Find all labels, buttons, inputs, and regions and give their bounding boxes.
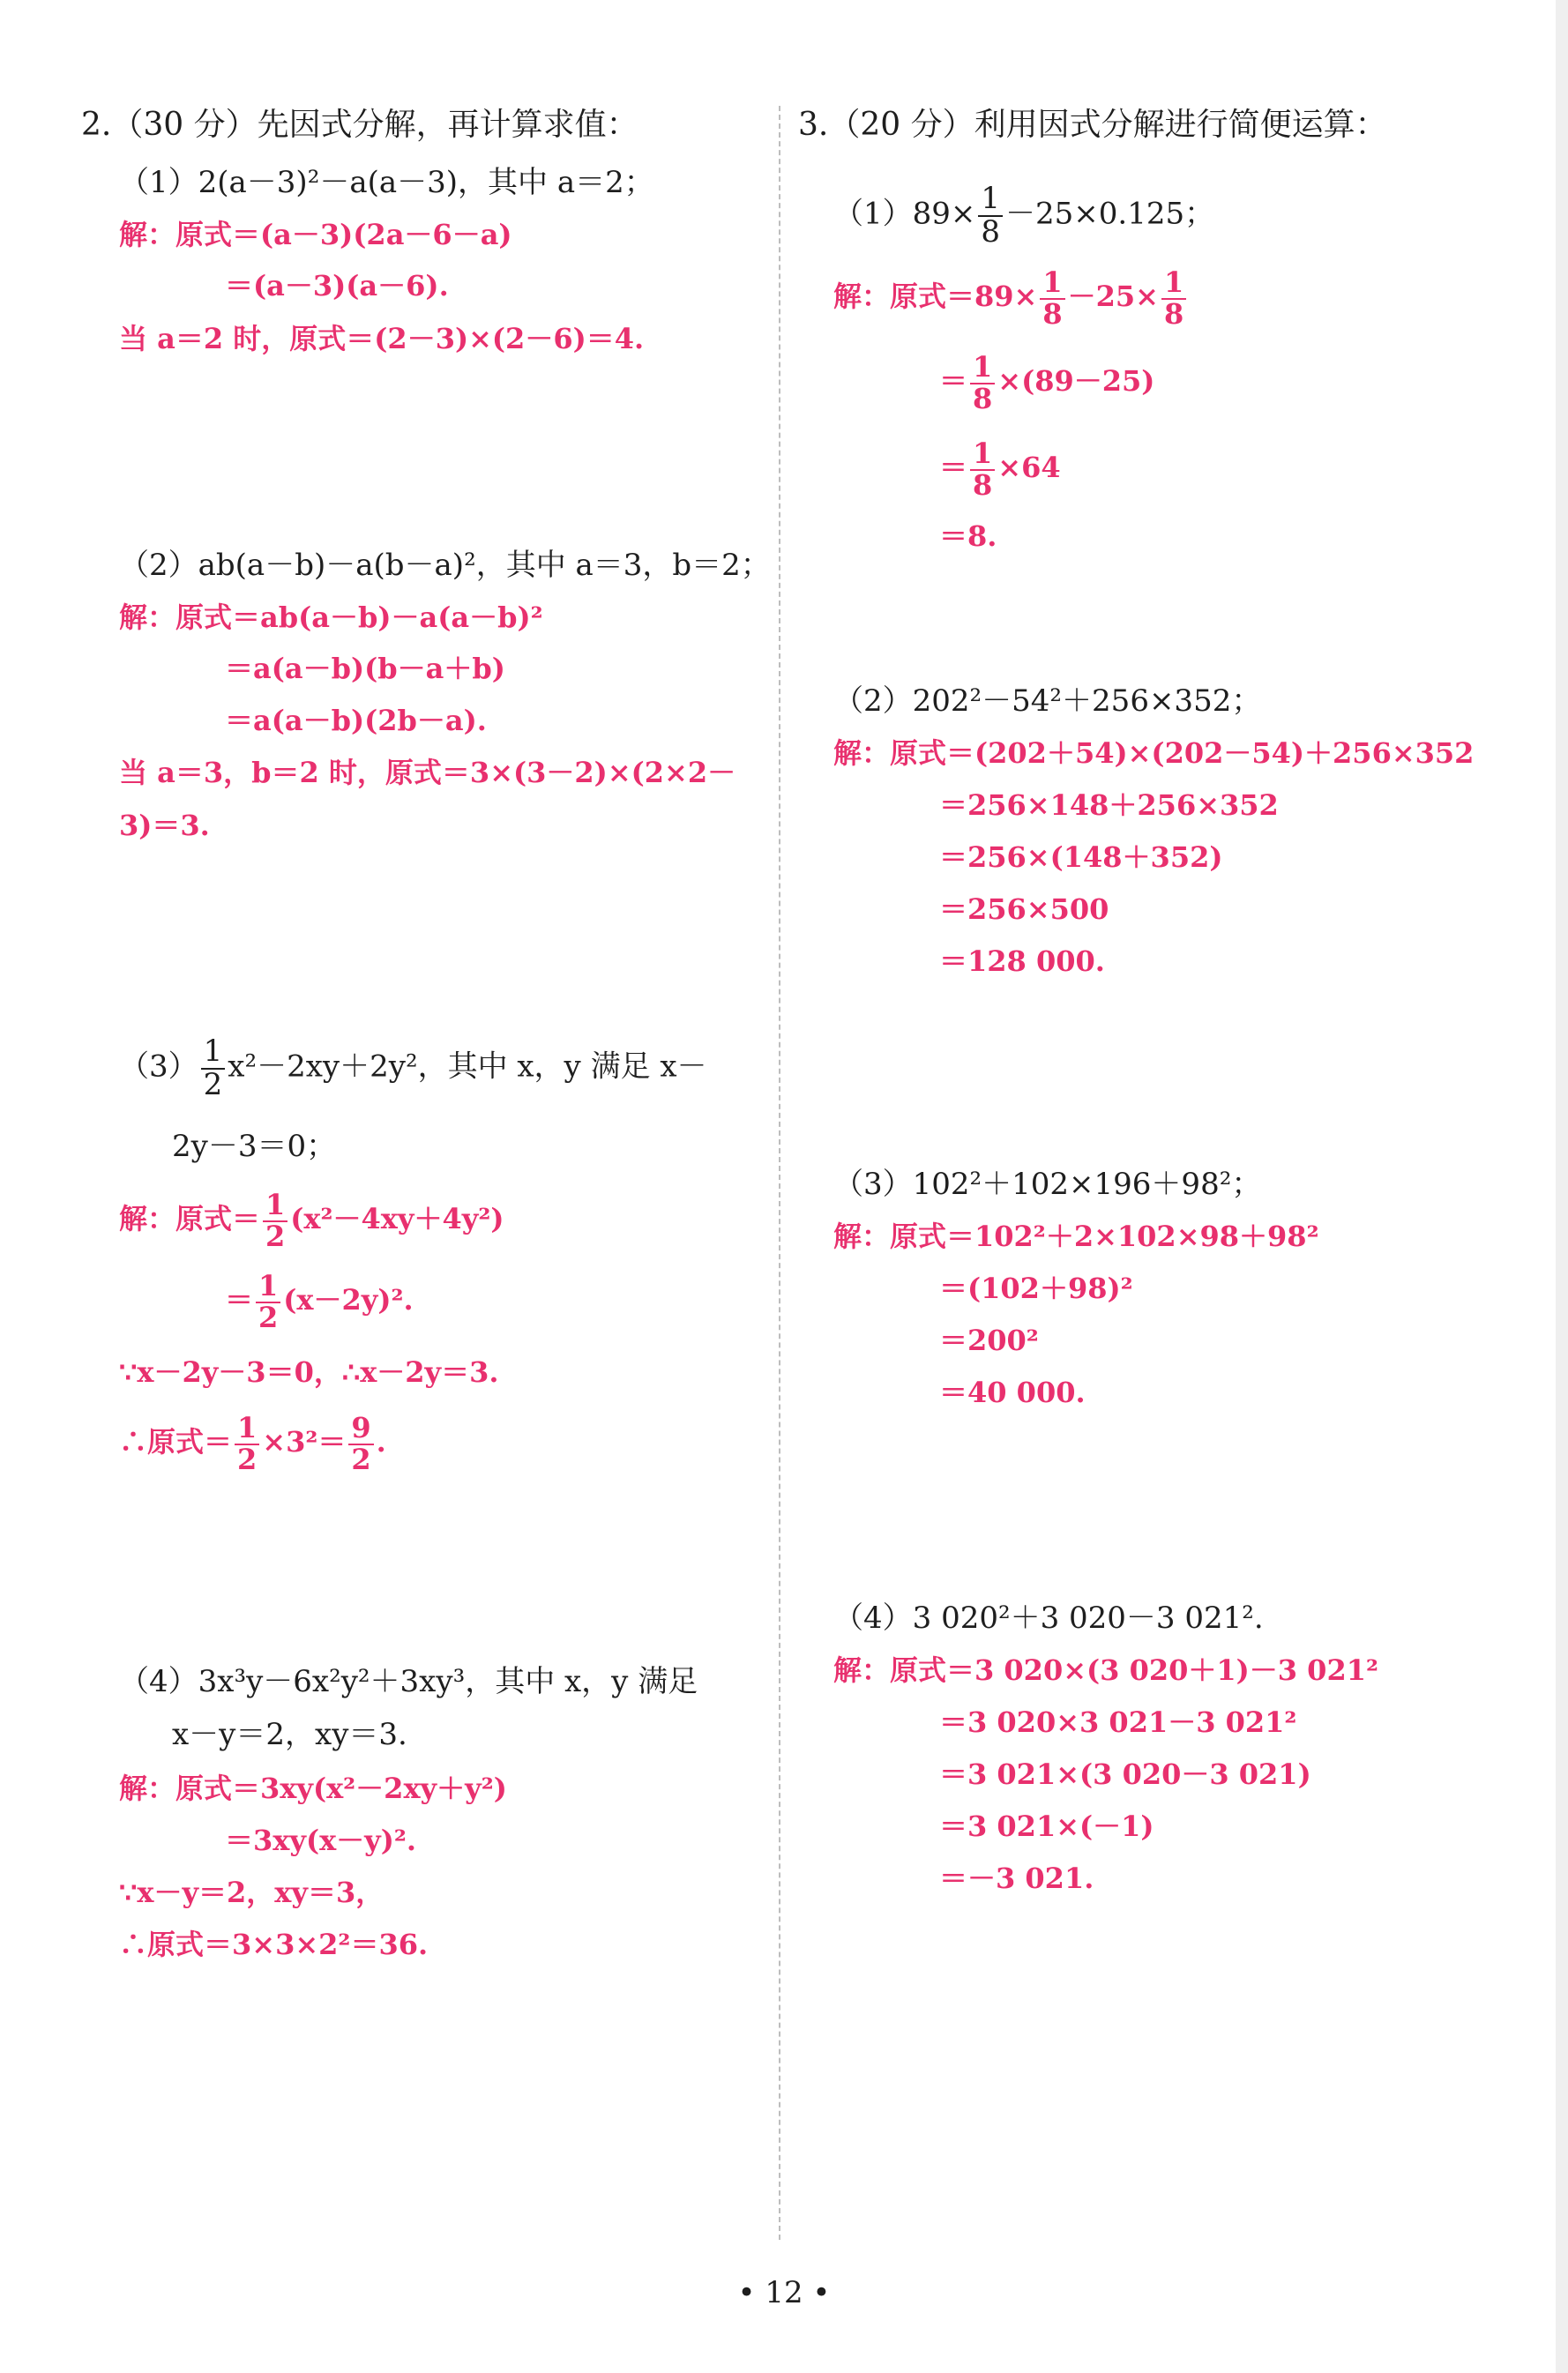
problem-3-2-question: （2）202²－54²＋256×352； bbox=[833, 683, 1262, 719]
answer-line: ＝256×500 bbox=[939, 892, 1109, 926]
problem-2-2-question: （2）ab(a－b)－a(b－a)²，其中 a＝3，b＝2； bbox=[119, 548, 771, 583]
answer-line: 解：原式＝ab(a－b)－a(a－b)² bbox=[119, 601, 543, 634]
problem-2-4-question-cont: x－y＝2，xy＝3. bbox=[172, 1717, 407, 1752]
answer-line: ∴原式＝ $\frac{1}{2}$ ×3²＝ $\frac{9}{2}$ . bbox=[119, 1411, 386, 1476]
page-edge-shadow bbox=[1556, 0, 1568, 2373]
answer-line: ＝40 000. bbox=[939, 1376, 1086, 1409]
column-divider bbox=[779, 106, 780, 2240]
answer-line: ＝a(a－b)(2b－a). bbox=[225, 704, 487, 737]
problem-3-header: 3.（20 分）利用因式分解进行简便运算： bbox=[798, 107, 1387, 143]
answer-line: ＝256×148＋256×352 bbox=[939, 788, 1279, 822]
answer-line: ＝128 000. bbox=[939, 944, 1105, 978]
answer-line: ＝ $\frac{1}{8}$ ×64 bbox=[939, 437, 1061, 502]
answer-line: 解：原式＝89× $\frac{1}{8}$ －25× $\frac{1}{8}$ bbox=[833, 268, 1189, 329]
answer-line: ＝3 020×3 021－3 021² bbox=[939, 1705, 1297, 1739]
problem-3-1-question: （1）89× $\frac{1}{8}$ －25×0.125； bbox=[833, 181, 1215, 250]
answer-line: ＝3 021×(3 020－3 021) bbox=[939, 1757, 1311, 1791]
answer-line: 3)＝3. bbox=[119, 809, 210, 842]
answer-line: 当 a＝2 时，原式＝(2－3)×(2－6)＝4. bbox=[119, 322, 645, 355]
problem-3-4-question: （4）3 020²＋3 020－3 021². bbox=[833, 1601, 1264, 1636]
answer-line: 解：原式＝3xy(x²－2xy＋y²) bbox=[119, 1772, 507, 1805]
answer-line: ∵x－2y－3＝0，∴x－2y＝3. bbox=[119, 1355, 499, 1389]
answer-line: ＝3xy(x－y)². bbox=[225, 1824, 417, 1857]
problem-2-3-question-cont: 2y－3＝0； bbox=[172, 1129, 337, 1164]
answer-line: ＝256×(148＋352) bbox=[939, 840, 1223, 874]
answer-line: ＝3 021×(－1) bbox=[939, 1810, 1154, 1843]
answer-line: ＝8. bbox=[939, 519, 997, 553]
answer-line: ＝ $\frac{1}{2}$ (x－2y)². bbox=[225, 1269, 414, 1334]
answer-line: 解：原式＝102²＋2×102×98＋98² bbox=[833, 1220, 1319, 1253]
answer-line: ∵x－y＝2，xy＝3， bbox=[119, 1876, 385, 1909]
answer-line: ＝－3 021. bbox=[939, 1862, 1094, 1895]
answer-line: 解：原式＝3 020×(3 020＋1)－3 021² bbox=[833, 1653, 1378, 1687]
answer-line: ＝200² bbox=[939, 1324, 1039, 1357]
problem-2-1-question: （1）2(a－3)²－a(a－3)，其中 a＝2； bbox=[119, 165, 654, 200]
problem-2-4-question: （4）3x³y－6x²y²＋3xy³，其中 x，y 满足 bbox=[119, 1664, 698, 1699]
answer-line: ＝ $\frac{1}{8}$ ×(89－25) bbox=[939, 350, 1155, 415]
answer-line: ∴原式＝3×3×2²＝36. bbox=[119, 1928, 429, 1961]
answer-line: ＝a(a－b)(b－a＋b) bbox=[225, 652, 505, 685]
answer-line: 当 a＝3，b＝2 时，原式＝3×(3－2)×(2×2－ bbox=[119, 756, 736, 789]
problem-2-3-question: （3） $\frac{1}{2}$ x²－2xy＋2y²，其中 x，y 满足 x－ bbox=[119, 1034, 707, 1102]
answer-line: 解：原式＝ $\frac{1}{2}$ (x²－4xy＋4y²) bbox=[119, 1188, 504, 1253]
problem-2-header: 2.（30 分）先因式分解，再计算求值： bbox=[81, 107, 638, 143]
answer-line: 解：原式＝(a－3)(2a－6－a) bbox=[119, 218, 512, 251]
answer-line: 解：原式＝(202＋54)×(202－54)＋256×352 bbox=[833, 736, 1475, 770]
answer-line: ＝(a－3)(a－6). bbox=[225, 269, 449, 302]
problem-3-3-question: （3）102²＋102×196＋98²； bbox=[833, 1167, 1262, 1202]
answer-line: ＝(102＋98)² bbox=[939, 1272, 1133, 1305]
page-number: • 12 • bbox=[737, 2275, 831, 2310]
